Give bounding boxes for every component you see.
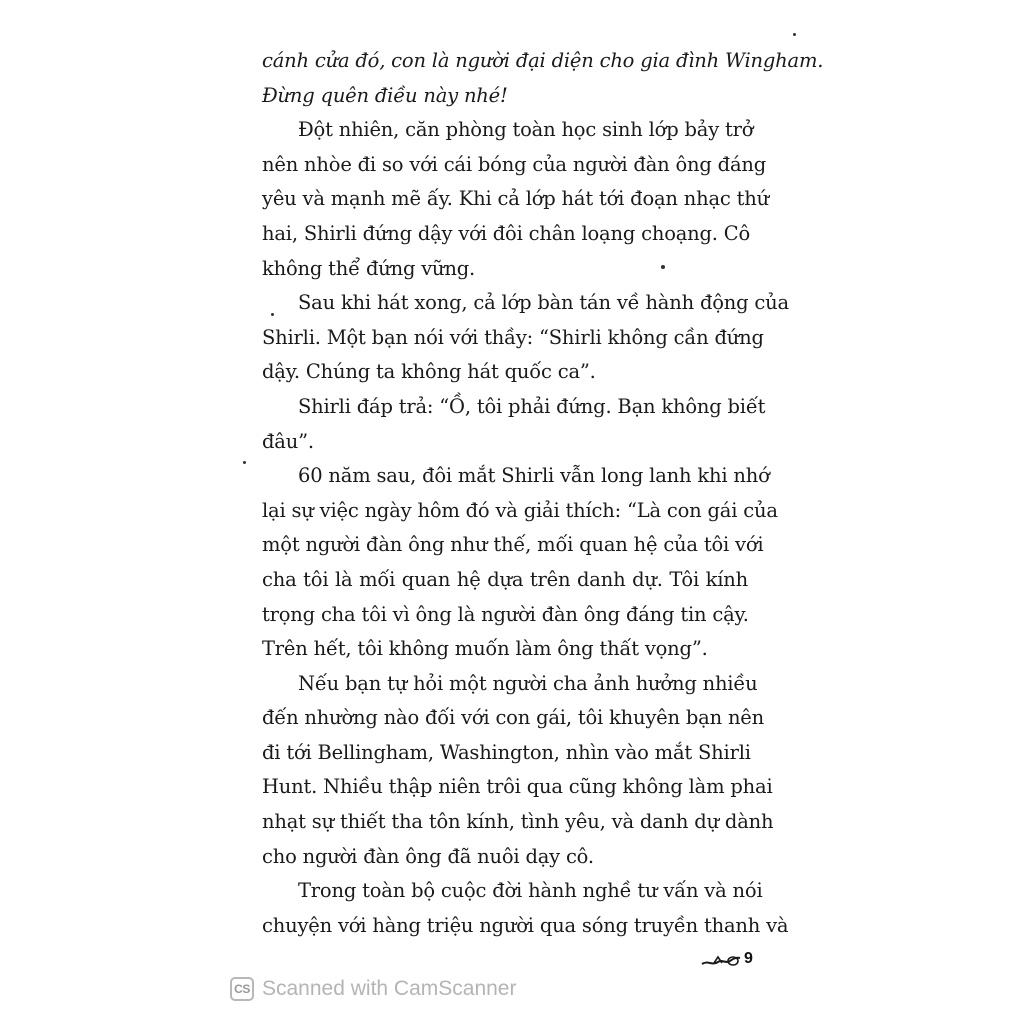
text-line: 60 năm sau, đôi mắt Shirli vẫn long lanh khi nhớ xyxy=(298,464,770,488)
text-line: nhạt sự thiết tha tôn kính, tình yêu, và danh dự dành xyxy=(262,810,774,834)
scan-speck xyxy=(243,461,246,464)
text-line: trọng cha tôi vì ông là người đàn ông đáng tin cậy. xyxy=(262,602,749,626)
text-line: hai, Shirli đứng dậy với đôi chân loạng choạng. Cô xyxy=(262,221,751,245)
text-line: Sau khi hát xong, cả lớp bàn tán về hành động của xyxy=(298,291,789,315)
page-ornament-icon xyxy=(700,951,744,969)
camscanner-logo-icon: CS xyxy=(230,977,254,1001)
text-line: nên nhòe đi so với cái bóng của người đàn ông đáng xyxy=(262,152,767,176)
text-line: một người đàn ông như thế, mối quan hệ của tôi với xyxy=(262,533,764,557)
text-line: cánh cửa đó, con là người đại diện cho gia đình Wingham. xyxy=(262,49,824,72)
text-line: Đột nhiên, căn phòng toàn học sinh lớp bảy trở xyxy=(298,118,754,142)
camscanner-watermark xyxy=(230,974,516,1004)
page-number: 9 xyxy=(744,950,753,967)
scan-speck xyxy=(661,265,665,269)
text-line: yêu và mạnh mẽ ấy. Khi cả lớp hát tới đoạn nhạc thứ xyxy=(262,187,770,211)
text-line: đi tới Bellingham, Washington, nhìn vào mắt Shirli xyxy=(262,740,751,764)
text-line: Đừng quên điều này nhé! xyxy=(262,83,508,107)
text-line: Nếu bạn tự hỏi một người cha ảnh hưởng nhiều xyxy=(298,671,758,695)
scan-speck xyxy=(271,313,274,316)
text-line: Shirli. Một bạn nói với thầy: “Shirli không cần đứng xyxy=(262,325,764,349)
text-line: Hunt. Nhiều thập niên trôi qua cũng không làm phai xyxy=(262,775,773,799)
text-line: cha tôi là mối quan hệ dựa trên danh dự. Tôi kính xyxy=(262,567,748,591)
text-line: dậy. Chúng ta không hát quốc ca”. xyxy=(262,360,596,384)
text-line: chuyện với hàng triệu người qua sóng truyền thanh và xyxy=(262,913,789,937)
text-line: Trên hết, tôi không muốn làm ông thất vọng”. xyxy=(262,637,708,661)
text-line: đến nhường nào đối với con gái, tôi khuyên bạn nên xyxy=(262,706,764,730)
text-line: Trong toàn bộ cuộc đời hành nghề tư vấn và nói xyxy=(298,879,763,903)
text-line: lại sự việc ngày hôm đó và giải thích: “Là con gái của xyxy=(262,498,778,522)
text-line: đâu”. xyxy=(262,429,314,453)
body-text xyxy=(262,44,824,943)
text-line: Shirli đáp trả: “Ồ, tôi phải đứng. Bạn không biết xyxy=(298,394,766,418)
scan-speck xyxy=(793,33,796,36)
watermark-text: Scanned with CamScanner xyxy=(262,977,517,1000)
text-line: cho người đàn ông đã nuôi dạy cô. xyxy=(262,844,594,868)
text-line: không thể đứng vững. xyxy=(262,256,476,280)
